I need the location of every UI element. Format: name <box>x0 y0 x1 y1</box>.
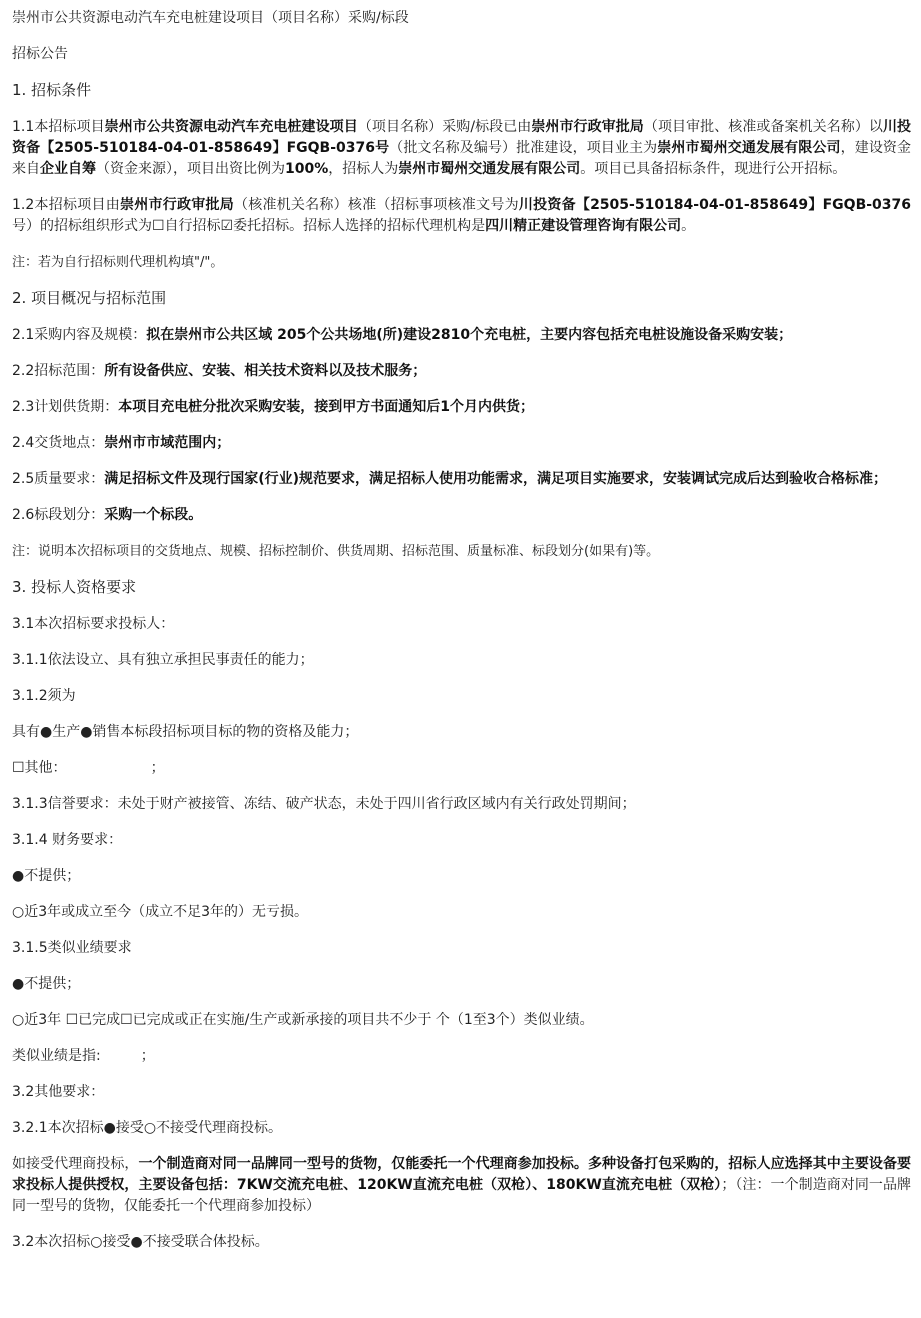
clause-2-3: 2.3计划供货期：本项目充电桩分批次采购安装，接到甲方书面通知后1个月内供货； <box>12 399 535 415</box>
clause-3-2: 3.2其他要求： <box>12 1084 105 1100</box>
clause-3-1-3: 3.1.3信誉要求：未处于财产被接管、冻结、破产状态，未处于四川省行政区域内有关行政处罚期间； <box>12 796 636 812</box>
note-scope: 注：说明本次招标项目的交货地点、规模、招标控制价、供货周期、招标范围、质量标准、标段划分(如果有)等。 <box>12 544 660 559</box>
clause-1-1: 1.1本招标项目崇州市公共资源电动汽车充电桩建设项目（项目名称）采购/标段已由崇州市行政审批局（项目审批、核准或备案机关名称）以川投资备【2505-510184-04-01-858649】FGQB-0376号（批文名称及编号）批准建设，项目业主为崇州市蜀州交通发展有限公司，建设资金来自企业自筹（资金来源），项目出资比例为100%，招标人为崇州市蜀州交通发展有限公司。项目已具备招标条件，现进行公开招标。 <box>12 119 912 177</box>
similar-performance-definition: 类似业绩是指: ； <box>12 1048 155 1064</box>
clause-2-4: 2.4交货地点：崇州市市域范围内； <box>12 435 231 451</box>
clause-3-1-5: 3.1.5类似业绩要求 <box>12 940 132 956</box>
clause-3-1-2-other: ☐其他： ； <box>12 760 165 776</box>
clause-3-1-2: 3.1.2须为 <box>12 688 76 704</box>
agent-bidding-paragraph: 如接受代理商投标，一个制造商对同一品牌同一型号的货物，仅能委托一个代理商参加投标。多种设备打包采购的，招标人应选择其中主要设备要求投标人提供授权，主要设备包括：7KW交流充电桩、120KW直流充电桩（双枪）、180KW直流充电桩（双枪）；（注：一个制造商对同一品牌同一型号的货物，仅能委托一个代理商参加投标） <box>12 1156 912 1214</box>
clause-3-2-1: 3.2.1本次招标●接受○不接受代理商投标。 <box>12 1120 283 1136</box>
clause-3-1-1: 3.1.1依法设立、具有独立承担民事责任的能力； <box>12 652 314 668</box>
clause-3-1-4: 3.1.4 财务要求： <box>12 832 123 848</box>
section-2-heading: 2. 项目概况与招标范围 <box>12 289 167 307</box>
clause-2-5: 2.5质量要求：满足招标文件及现行国家(行业)规范要求，满足招标人使用功能需求，满足项目实施要求，安装调试完成后达到验收合格标准； <box>12 471 888 487</box>
section-1-heading: 1. 招标条件 <box>12 81 92 99</box>
clause-3-1: 3.1本次招标要求投标人： <box>12 616 175 632</box>
document-title: 崇州市公共资源电动汽车充电桩建设项目（项目名称）采购/标段 <box>12 10 409 26</box>
clause-3-2-consortium: 3.2本次招标○接受●不接受联合体投标。 <box>12 1234 269 1250</box>
performance-option-none: ●不提供； <box>12 976 81 992</box>
financial-option-no-loss: ○近3年或成立至今（成立不足3年的）无亏损。 <box>12 904 309 920</box>
section-3-heading: 3. 投标人资格要求 <box>12 578 137 596</box>
note-agency: 注：若为自行招标则代理机构填"/"。 <box>12 255 224 270</box>
clause-2-6: 2.6标段划分：采购一个标段。 <box>12 507 203 523</box>
performance-option-projects: ○近3年 ☐已完成☐已完成或正在实施/生产或新承接的项目共不少于 个（1至3个）类似业绩。 <box>12 1012 594 1028</box>
clause-2-1: 2.1采购内容及规模：拟在崇州市公共区域 205个公共场地(所)建设2810个充电桩，主要内容包括充电桩设施设备采购安装； <box>12 327 793 343</box>
clause-2-2: 2.2招标范围：所有设备供应、安装、相关技术资料以及技术服务； <box>12 363 427 379</box>
clause-3-1-2-qualification: 具有●生产●销售本标段招标项目标的物的资格及能力； <box>12 724 359 740</box>
document-subtitle: 招标公告 <box>12 46 68 62</box>
financial-option-none: ●不提供； <box>12 868 81 884</box>
clause-1-2: 1.2本招标项目由崇州市行政审批局（核准机关名称）核准（招标事项核准文号为川投资备【2505-510184-04-01-858649】FGQB-0376号）的招标组织形式为☐自行招标☑委托招标。招标人选择的招标代理机构是四川精正建设管理咨询有限公司。 <box>12 197 912 234</box>
